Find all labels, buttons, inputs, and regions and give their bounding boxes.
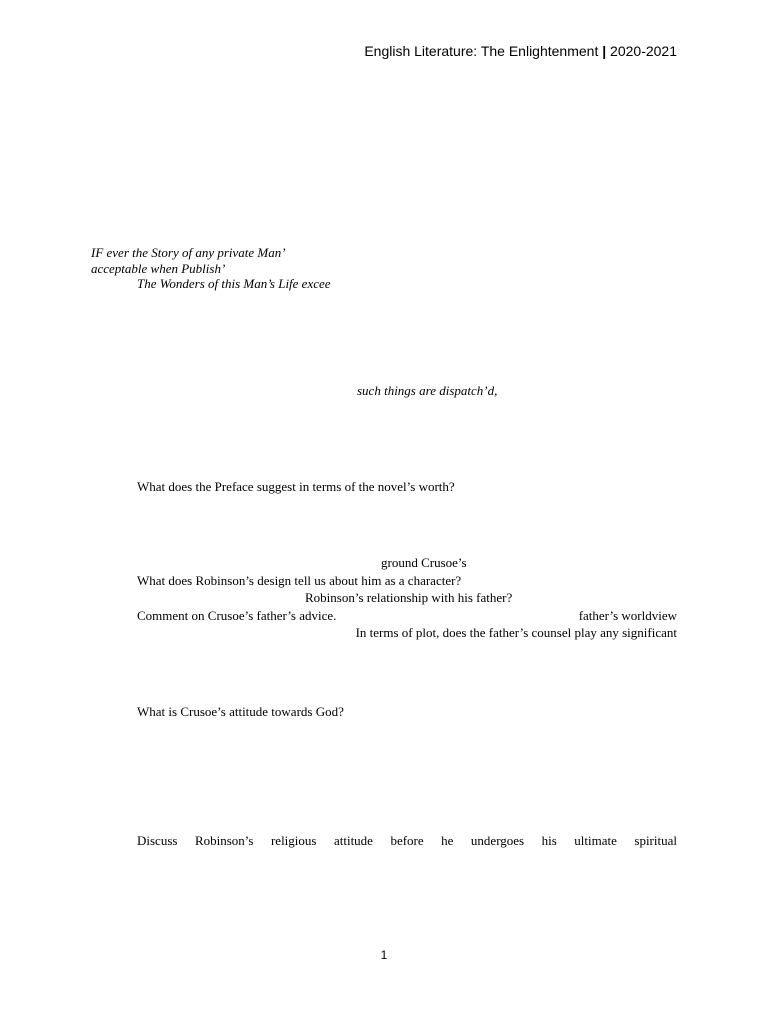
question-father-advice: Comment on Crusoe’s father’s advice. [137,608,337,623]
header-year: 2020-2021 [610,43,677,59]
preface-quote-line-2: acceptable when Publish’ [91,261,226,276]
page-number: 1 [380,948,388,962]
header-title: English Literature: The Enlightenment [364,43,599,59]
fragment-relationship: Robinson’s relationship with his father? [305,590,513,605]
header-separator: | [602,43,607,59]
fragment-plot: In terms of plot, does the father’s counsel play any significant [355,625,677,640]
question-god: What is Crusoe’s attitude towards God? [137,704,344,719]
preface-quote-line-3: The Wonders of this Man’s Life excee [137,276,331,291]
fragment-ground-crusoe: ground Crusoe’s [381,555,467,570]
question-religious-attitude: Discuss Robinson’s religious attitude before he undergoes his ultimate spiritual [137,833,677,848]
preface-quote-fragment: such things are dispatch’d, [357,383,498,398]
question-design: What does Robinson’s design tell us about him as a character? [137,573,462,588]
page-header [364,43,677,59]
fragment-worldview: father’s worldview [578,608,677,623]
question-preface-worth: What does the Preface suggest in terms of the novel’s worth? [137,479,455,494]
preface-quote-line-1: IF ever the Story of any private Man’ [91,245,286,260]
